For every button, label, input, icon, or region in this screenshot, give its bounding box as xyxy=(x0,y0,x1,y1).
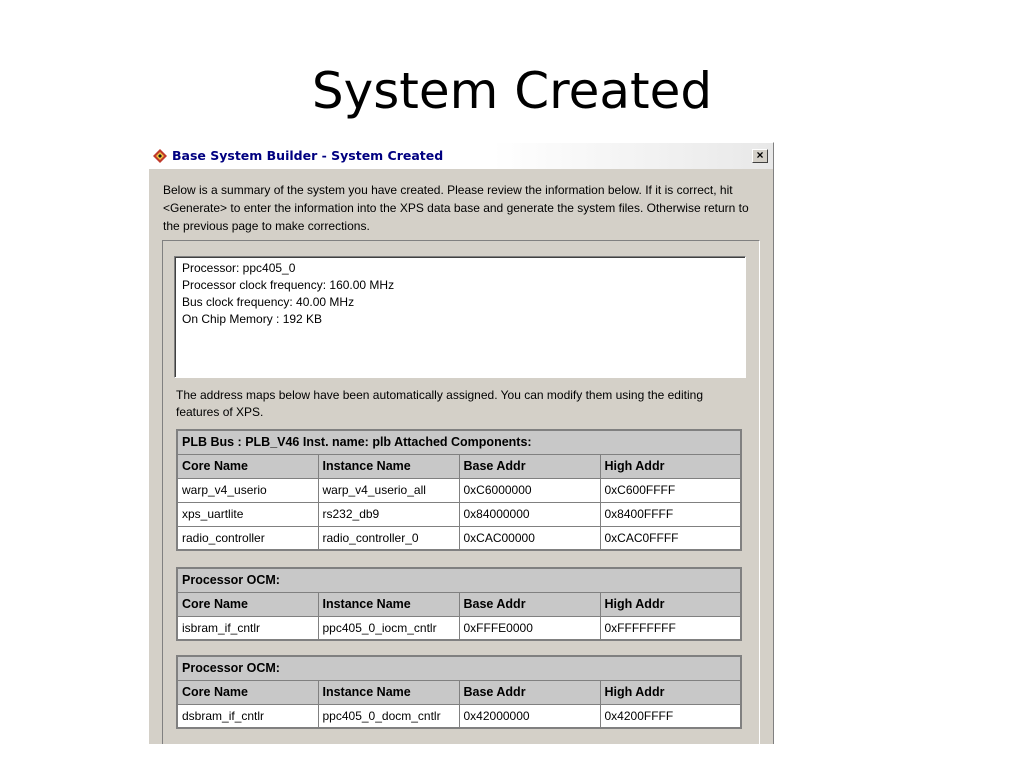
table-caption: Processor OCM: xyxy=(177,568,741,592)
cell-high-addr: 0xC600FFFF xyxy=(600,478,741,502)
col-core-name: Core Name xyxy=(177,592,318,616)
col-high-addr: High Addr xyxy=(600,454,741,478)
table-row[interactable] xyxy=(177,526,741,550)
summary-processor-clock: Processor clock frequency: 160.00 MHz xyxy=(182,278,395,292)
col-base-addr: Base Addr xyxy=(459,454,600,478)
cell-core-name: radio_controller xyxy=(177,526,318,550)
cell-instance-name: ppc405_0_iocm_cntlr xyxy=(318,616,459,640)
table-row[interactable] xyxy=(177,704,741,728)
cell-instance-name: radio_controller_0 xyxy=(318,526,459,550)
col-high-addr: High Addr xyxy=(600,592,741,616)
window-title: Base System Builder - System Created xyxy=(172,148,444,163)
cell-base-addr: 0xCAC00000 xyxy=(459,526,600,550)
table-caption: Processor OCM: xyxy=(177,656,741,680)
cell-base-addr: 0xC6000000 xyxy=(459,478,600,502)
system-summary-box[interactable] xyxy=(174,256,746,378)
col-base-addr: Base Addr xyxy=(459,592,600,616)
col-instance-name: Instance Name xyxy=(318,680,459,704)
cell-high-addr: 0xCAC0FFFF xyxy=(600,526,741,550)
summary-ocm: On Chip Memory : 192 KB xyxy=(182,312,323,326)
plb-bus-table xyxy=(176,429,742,551)
summary-bus-clock: Bus clock frequency: 40.00 MHz xyxy=(182,295,355,309)
table-header-row xyxy=(177,680,741,704)
col-base-addr: Base Addr xyxy=(459,680,600,704)
table-row[interactable] xyxy=(177,616,741,640)
cell-core-name: dsbram_if_cntlr xyxy=(177,704,318,728)
table-row[interactable] xyxy=(177,502,741,526)
cell-core-name: xps_uartlite xyxy=(177,502,318,526)
address-maps-note: The address maps below have been automatically assigned. You can modify them using the editing features of XPS. xyxy=(176,388,703,419)
cell-high-addr: 0x8400FFFF xyxy=(600,502,741,526)
cell-base-addr: 0xFFFE0000 xyxy=(459,616,600,640)
col-core-name: Core Name xyxy=(177,454,318,478)
col-instance-name: Instance Name xyxy=(318,592,459,616)
table-header-row xyxy=(177,592,741,616)
table-row[interactable] xyxy=(177,478,741,502)
table-caption: PLB Bus : PLB_V46 Inst. name: plb Attached Components: xyxy=(177,430,741,454)
cell-high-addr: 0xFFFFFFFF xyxy=(600,616,741,640)
summary-processor: Processor: ppc405_0 xyxy=(182,261,296,275)
table-caption-row xyxy=(177,430,741,454)
docm-table xyxy=(176,655,742,729)
cell-high-addr: 0x4200FFFF xyxy=(600,704,741,728)
cell-instance-name: rs232_db9 xyxy=(318,502,459,526)
slide-title: System Created xyxy=(311,62,713,120)
cell-base-addr: 0x42000000 xyxy=(459,704,600,728)
col-core-name: Core Name xyxy=(177,680,318,704)
iocm-table xyxy=(176,567,742,641)
col-instance-name: Instance Name xyxy=(318,454,459,478)
cell-core-name: isbram_if_cntlr xyxy=(177,616,318,640)
close-icon: × xyxy=(756,148,764,162)
table-header-row xyxy=(177,454,741,478)
cell-core-name: warp_v4_userio xyxy=(177,478,318,502)
cell-base-addr: 0x84000000 xyxy=(459,502,600,526)
cell-instance-name: ppc405_0_docm_cntlr xyxy=(318,704,459,728)
cell-instance-name: warp_v4_userio_all xyxy=(318,478,459,502)
col-high-addr: High Addr xyxy=(600,680,741,704)
dialog-content xyxy=(148,142,774,744)
table-caption-row xyxy=(177,656,741,680)
intro-text: Below is a summary of the system you have created. Please review the information below. If it is correct, hit <Generate> to enter the information into the XPS data base and generate the system files. Otherwise return to the previous page to make corrections. xyxy=(163,183,749,233)
table-caption-row xyxy=(177,568,741,592)
